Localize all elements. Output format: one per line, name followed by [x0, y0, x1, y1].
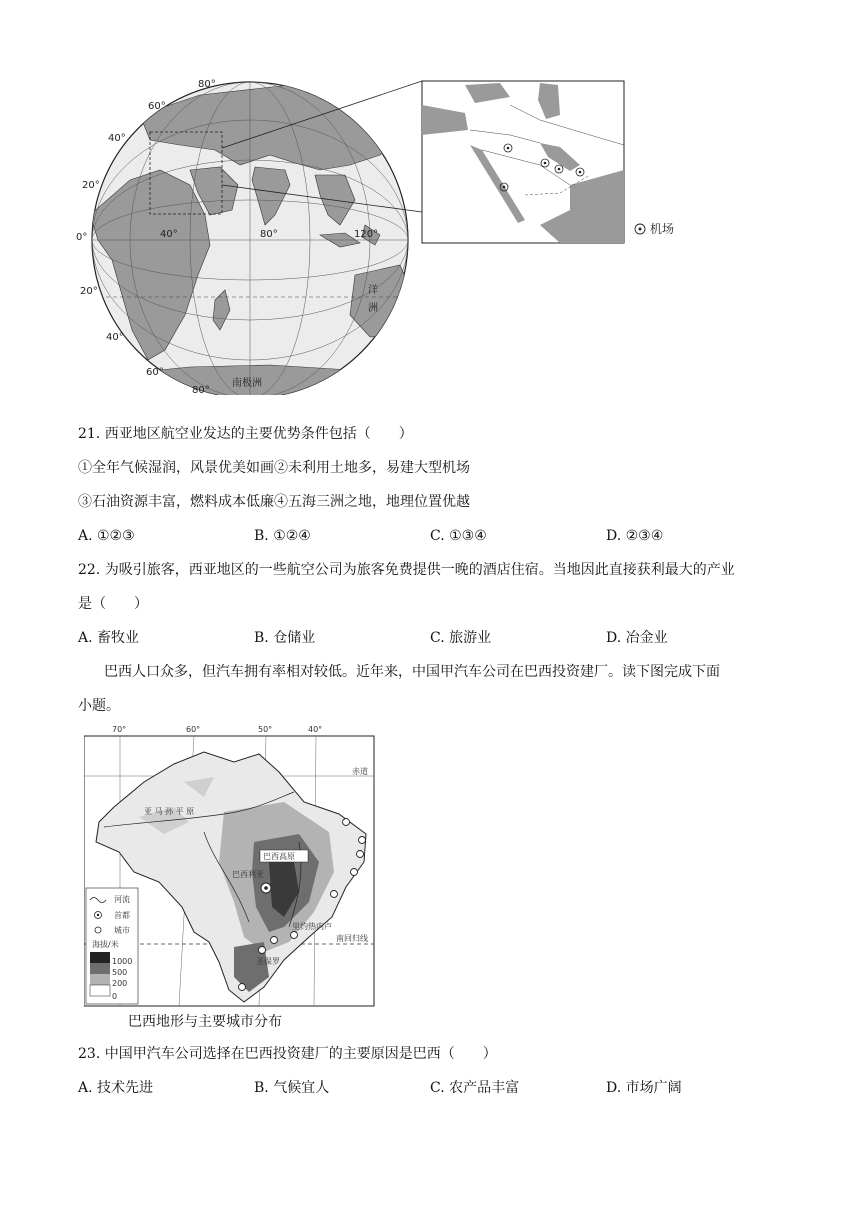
q22-stem-line1: 22. 为吸引旅客，西亚地区的一些航空公司为旅客免费提供一晚的酒店住宿。当地因此直接获利最大的产业	[78, 562, 735, 578]
q21-stem: 21. 西亚地区航空业发达的主要优势条件包括（ ）	[78, 426, 413, 442]
lat-label: 0°	[76, 232, 88, 243]
figure2-caption: 巴西地形与主要城市分布	[128, 1014, 282, 1030]
airport-legend-label: 机场	[650, 222, 675, 236]
legend-elev-0: 0	[112, 992, 118, 1001]
rio-label: 里约热内卢	[292, 922, 332, 931]
lat-label: 80°	[192, 385, 210, 395]
saopaulo-label: 圣保罗	[256, 957, 280, 966]
q23-stem: 23. 中国甲汽车公司选择在巴西投资建厂的主要原因是巴西（ ）	[78, 1046, 497, 1062]
legend-capital: 首都	[114, 911, 130, 920]
amazon-label: 亚 马 孙 平 原	[144, 807, 195, 816]
lat-label: 40°	[106, 332, 124, 343]
brazil-map	[84, 722, 376, 1034]
tropic-label: 南回归线	[336, 934, 368, 943]
plateau-label: 巴西高原	[263, 852, 295, 861]
globe-map	[70, 75, 710, 395]
figure-globe-westasia	[70, 75, 710, 395]
lat-label: 80°	[198, 79, 216, 90]
brasilia-label: 巴西利亚	[232, 870, 264, 879]
lat-label: 60°	[146, 367, 164, 378]
region-label: 南极洲	[232, 378, 262, 389]
lat-label: 20°	[82, 180, 100, 191]
equator-label: 赤道	[352, 767, 368, 776]
region-label: 洋	[368, 285, 378, 296]
intro-line2: 小题。	[78, 698, 120, 714]
q21-statement-line2: ③石油资源丰富，燃料成本低廉④五海三洲之地，地理位置优越	[78, 494, 470, 510]
q21-option-b[interactable]: B. ①②④	[254, 528, 311, 544]
legend-city: 城市	[114, 926, 130, 935]
legend-elev-500: 500	[112, 968, 128, 977]
q22-option-d[interactable]: D. 冶金业	[606, 630, 668, 646]
lon-label: 120°	[354, 229, 379, 240]
lon-label: 40°	[160, 229, 178, 240]
lon-label: 70°	[112, 725, 127, 734]
q22-option-b[interactable]: B. 仓储业	[254, 630, 316, 646]
lon-label: 40°	[308, 725, 323, 734]
westasia-inset	[422, 81, 624, 243]
legend-elev-200: 200	[112, 979, 128, 988]
q22-option-c[interactable]: C. 旅游业	[430, 630, 492, 646]
lon-label: 80°	[260, 229, 278, 240]
lat-label: 20°	[80, 286, 98, 297]
q21-option-a[interactable]: A. ①②③	[78, 528, 135, 544]
q21-option-c[interactable]: C. ①③④	[430, 528, 487, 544]
intro-line1: 巴西人口众多，但汽车拥有率相对较低。近年来，中国甲汽车公司在巴西投资建厂。读下图完成下面	[104, 664, 720, 680]
q23-option-d[interactable]: D. 市场广阔	[606, 1080, 682, 1096]
lon-label: 60°	[186, 725, 201, 734]
legend-river: 河流	[114, 895, 130, 904]
figure-brazil-map	[84, 722, 376, 1034]
q23-option-a[interactable]: A. 技术先进	[78, 1080, 154, 1096]
q23-option-c[interactable]: C. 农产品丰富	[430, 1080, 520, 1096]
q23-option-b[interactable]: B. 气候宜人	[254, 1080, 330, 1096]
lat-label: 40°	[108, 133, 126, 144]
region-label: 洲	[368, 303, 378, 314]
q21-option-d[interactable]: D. ②③④	[606, 528, 664, 544]
q22-stem-line2: 是（ ）	[78, 596, 148, 612]
q21-statement-line1: ①全年气候湿润，风景优美如画②未利用土地多，易建大型机场	[78, 460, 470, 476]
lat-label: 60°	[148, 101, 166, 112]
lon-label: 50°	[258, 725, 273, 734]
q22-option-a[interactable]: A. 畜牧业	[78, 630, 140, 646]
legend-elev-1000: 1000	[112, 957, 133, 966]
legend-elev-title: 海拔/米	[92, 940, 119, 949]
